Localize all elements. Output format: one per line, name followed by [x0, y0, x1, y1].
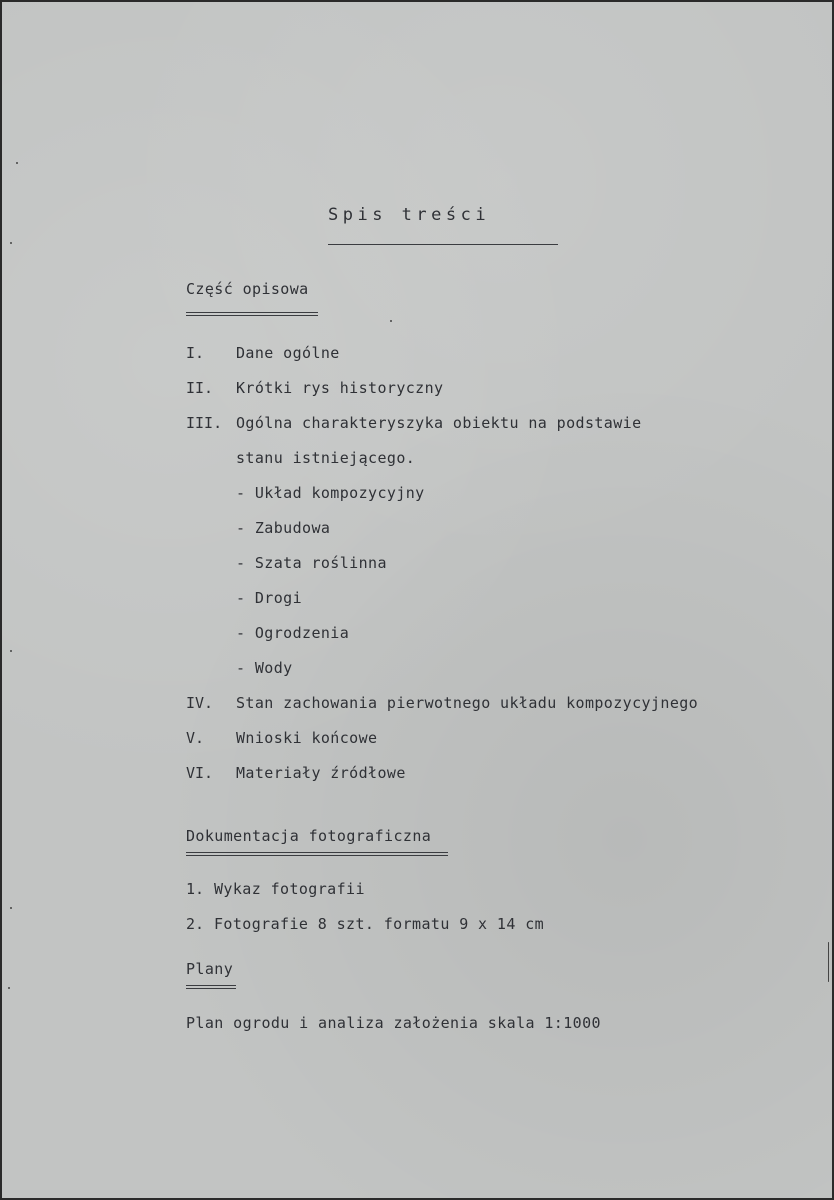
- list-item: Materiały źródłowe: [236, 764, 406, 782]
- item-number: V.: [186, 729, 205, 747]
- list-item: - Ogrodzenia: [236, 624, 350, 642]
- paper-speck: [10, 650, 12, 652]
- paper-speck: [390, 320, 392, 322]
- section-heading-descriptive: Część opisowa: [186, 280, 309, 298]
- item-number: IV.: [186, 694, 214, 712]
- item-number: III.: [186, 414, 223, 432]
- section-heading-underline: [186, 985, 236, 989]
- list-item: - Drogi: [236, 589, 303, 607]
- paper-speck: [10, 242, 12, 244]
- list-item: Krótki rys historyczny: [236, 379, 444, 397]
- title-underline: [328, 244, 558, 245]
- paper-speck: [10, 907, 12, 909]
- paper-speck: [8, 987, 10, 989]
- list-item: - Układ kompozycyjny: [236, 484, 425, 502]
- item-number: II.: [186, 379, 214, 397]
- item-number: 2.: [186, 915, 205, 933]
- list-item: Dane ogólne: [236, 344, 340, 362]
- page-title: Spis treści: [328, 205, 491, 225]
- list-item: - Szata roślinna: [236, 554, 387, 572]
- list-item: - Wody: [236, 659, 293, 677]
- list-item: - Zabudowa: [236, 519, 331, 537]
- section-heading-underline: [186, 852, 448, 856]
- list-item: Wykaz fotografii: [214, 880, 365, 898]
- section-heading-underline: [186, 312, 318, 316]
- paper-speck: [16, 162, 18, 164]
- section-heading-plans: Plany: [186, 960, 234, 978]
- list-item: Wnioski końcowe: [236, 729, 378, 747]
- list-item: stanu istniejącego.: [236, 449, 416, 467]
- item-number: 1.: [186, 880, 205, 898]
- item-number: VI.: [186, 764, 214, 782]
- list-item: Ogólna charakteryszyka obiektu na podstawie: [236, 414, 642, 432]
- item-number: I.: [186, 344, 205, 362]
- list-item: Fotografie 8 szt. formatu 9 x 14 cm: [214, 915, 545, 933]
- paper-edge-mark: [828, 942, 829, 982]
- document-page: [2, 2, 832, 1198]
- section-heading-photo: Dokumentacja fotograficzna: [186, 827, 432, 845]
- list-item: Plan ogrodu i analiza założenia skala 1:1000: [186, 1014, 601, 1032]
- list-item: Stan zachowania pierwotnego układu kompozycyjnego: [236, 694, 699, 712]
